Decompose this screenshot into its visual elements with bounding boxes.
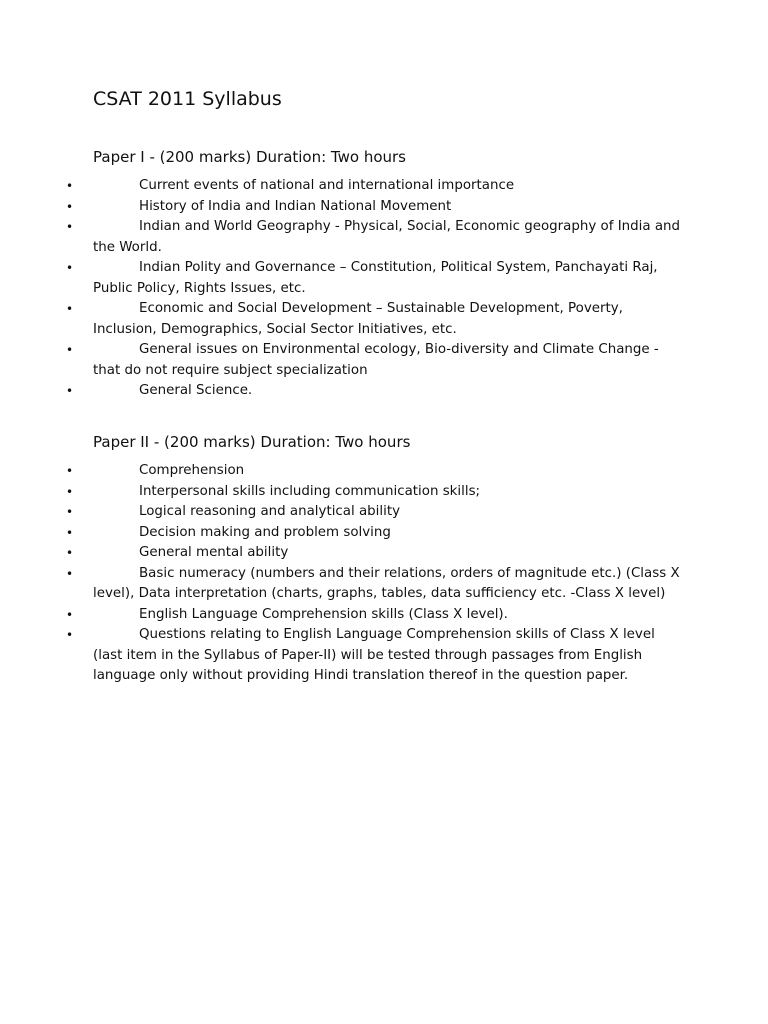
paper-2-topic-item	[66, 625, 683, 687]
paper-2-topic-item	[66, 543, 683, 564]
bullet-icon: •	[66, 546, 74, 560]
paper-2-topic-text: English Language Comprehension skills (Class X level).	[139, 606, 508, 622]
paper-2-topic-item	[66, 523, 683, 544]
paper-1-topic-item	[66, 381, 683, 402]
paper-2-topic-text: General mental ability	[139, 545, 289, 560]
paper-1-topic-text: Indian Polity and Governance – Constitution, Political System, Panchayati Raj, Public Policy, Rights Issues, etc.	[93, 260, 658, 296]
paper-2-topic-item	[66, 502, 683, 523]
paper-2-topic-list	[66, 461, 683, 687]
paper-1-topic-item	[66, 176, 683, 197]
paper-2-topic-text: Questions relating to English Language Comprehension skills of Class X level (last item in the Syllabus of Paper-II) will be tested through passages from English language only without providing Hindi translation thereof in the question paper.	[93, 627, 655, 683]
page-title: CSAT 2011 Syllabus	[93, 88, 282, 110]
bullet-icon: •	[66, 384, 74, 398]
bullet-icon: •	[66, 343, 74, 357]
bullet-icon: •	[66, 302, 74, 316]
paper-1-topic-item	[66, 258, 683, 299]
paper-1-topic-list	[66, 176, 683, 402]
paper-2-heading: Paper II - (200 marks) Duration: Two hours	[93, 433, 411, 451]
paper-1-topic-item	[66, 197, 683, 218]
bullet-icon: •	[66, 566, 74, 581]
paper-2-topic-text: Decision making and problem solving	[139, 524, 391, 540]
paper-1-topic-text: History of India and Indian National Movement	[139, 198, 452, 214]
bullet-icon: •	[66, 505, 74, 519]
bullet-icon: •	[66, 199, 74, 214]
bullet-icon: •	[66, 261, 74, 275]
paper-2-topic-item	[66, 482, 683, 503]
bullet-icon: •	[66, 484, 74, 499]
bullet-icon: •	[66, 464, 74, 478]
paper-1-heading: Paper I - (200 marks) Duration: Two hours	[93, 148, 407, 166]
paper-1-topic-text: Economic and Social Development – Sustainable Development, Poverty, Inclusion, Demographics, Social Sector Initiatives, etc.	[93, 301, 623, 337]
paper-1-topic-text: General issues on Environmental ecology, Bio-diversity and Climate Change - that do not require subject specialization	[93, 342, 659, 378]
bullet-icon: •	[66, 525, 74, 540]
paper-1-topic-item	[66, 299, 683, 340]
paper-2-topic-item	[66, 564, 683, 605]
paper-1-topic-item	[66, 340, 683, 381]
paper-2-topic-text: Logical reasoning and analytical ability	[139, 504, 401, 519]
bullet-icon: •	[66, 628, 74, 642]
paper-2-topic-text: Interpersonal skills including communication skills;	[139, 483, 481, 499]
bullet-icon: •	[66, 220, 74, 234]
paper-2-topic-text: Comprehension	[139, 463, 245, 478]
paper-1-topic-text: General Science.	[139, 383, 253, 398]
paper-1-topic-text: Indian and World Geography - Physical, Social, Economic geography of India and the World.	[93, 219, 681, 255]
paper-2-topic-item	[66, 605, 683, 626]
paper-2-topic-item	[66, 461, 683, 482]
bullet-icon: •	[66, 607, 74, 622]
paper-1-topic-text: Current events of national and international importance	[139, 178, 515, 193]
bullet-icon: •	[66, 179, 74, 193]
paper-2-topic-text: Basic numeracy (numbers and their relations, orders of magnitude etc.) (Class X level), Data interpretation (charts, graphs, tables, data sufficiency etc. -Class X level)	[93, 565, 680, 601]
paper-1-topic-item	[66, 217, 683, 258]
